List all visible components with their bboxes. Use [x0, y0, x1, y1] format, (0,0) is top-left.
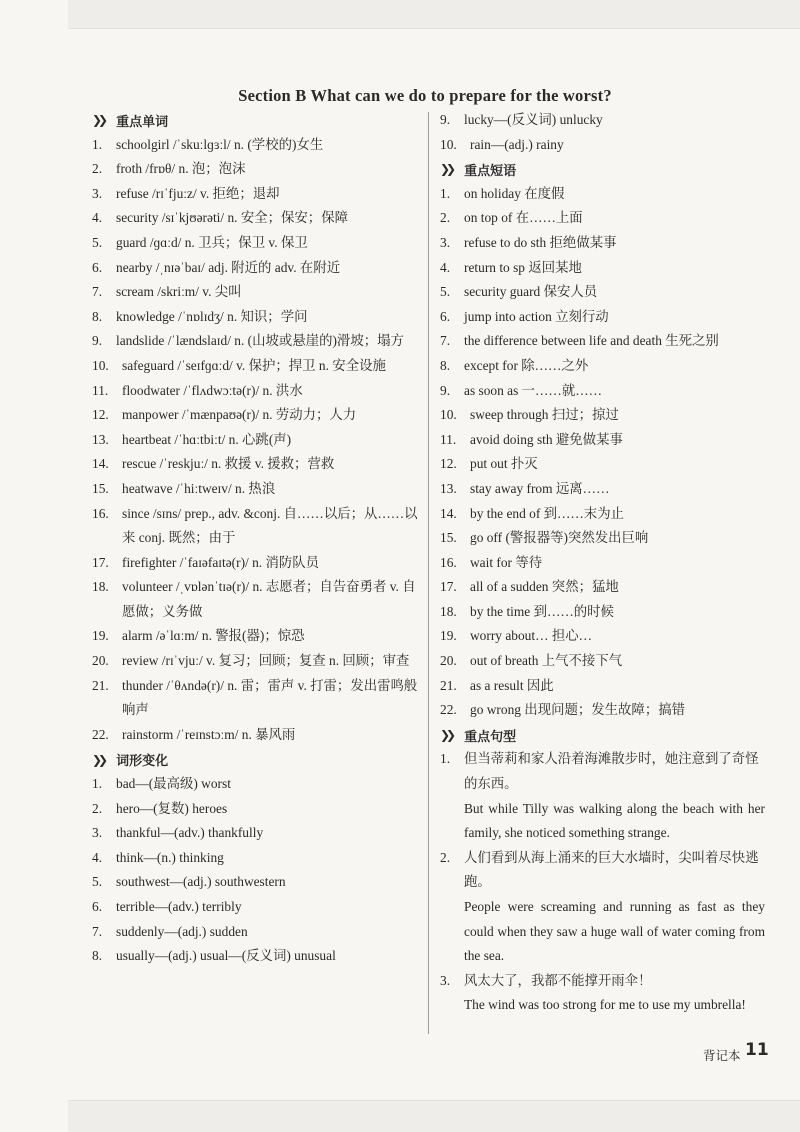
item-text: security guard 保安人员 [464, 284, 598, 300]
item-text: thankful—(adv.) thankfully [116, 825, 264, 841]
column-divider [428, 112, 429, 1034]
phrase-item [440, 280, 765, 305]
item-text: froth /frɒθ/ n. 泡；泡沫 [116, 161, 246, 177]
item-number: 12. [440, 456, 457, 472]
vocab-item [92, 551, 422, 576]
word-form-item [440, 108, 765, 133]
item-text: sweep through 扫过；掠过 [470, 407, 619, 423]
sentence-item [440, 747, 765, 845]
vocab-item [92, 379, 422, 404]
phrase-item [440, 526, 765, 551]
item-text: bad—(最高级) worst [116, 776, 231, 792]
item-number: 8. [440, 357, 451, 373]
vocab-heading [92, 108, 422, 133]
right-column [440, 108, 765, 1018]
forms-list [92, 772, 422, 969]
item-number: 19. [92, 628, 109, 644]
vocab-item [92, 428, 422, 453]
item-number: 4. [92, 849, 103, 865]
item-text: alarm /əˈlɑːm/ n. 警报(器)；惊恐 [122, 628, 305, 644]
item-text: except for 除……之外 [464, 357, 589, 373]
phrase-item [440, 698, 765, 723]
item-number: 11. [440, 431, 457, 447]
word-form-item [92, 944, 422, 969]
item-text: rainstorm /ˈreɪnstɔːm/ n. 暴风雨 [122, 726, 296, 742]
top-margin-strip [68, 0, 800, 29]
item-number: 1. [440, 751, 451, 767]
phrases-heading-text: 重点短语 [464, 163, 517, 179]
sentence-chinese: 风太大了，我都不能撑开雨伞！ [464, 972, 652, 988]
item-text: lucky—(反义词) unlucky [464, 112, 603, 127]
item-number: 22. [440, 702, 457, 718]
item-number: 10. [440, 407, 457, 423]
item-text: review /rɪˈvjuː/ v. 复习；回顾；复查 n. 回顾；审查 [122, 653, 410, 669]
item-number: 5. [92, 234, 103, 250]
item-text: as soon as 一……就…… [464, 382, 602, 398]
item-number: 13. [440, 480, 457, 496]
word-form-item [92, 846, 422, 871]
vocab-item [92, 256, 422, 281]
double-chevron-icon: ❯❯ [92, 113, 105, 128]
phrase-item [440, 674, 765, 699]
item-number: 12. [92, 407, 109, 423]
item-text: safeguard /ˈseɪfɡɑːd/ v. 保护；捍卫 n. 安全设施 [122, 357, 386, 373]
item-text: since /sɪns/ prep., adv. &conj. 自……以后；从……以来 conj. 既然；由于 [122, 505, 418, 546]
item-text: schoolgirl /ˈskuːlɡɜːl/ n. (学校的)女生 [116, 136, 324, 152]
item-number: 7. [440, 333, 451, 349]
item-text: heatwave /ˈhiːtweɪv/ n. 热浪 [122, 480, 276, 496]
item-text: usually—(adj.) usual—(反义词) unusual [116, 948, 336, 964]
item-text: scream /skriːm/ v. 尖叫 [116, 284, 242, 300]
word-form-item [92, 797, 422, 822]
phrase-item [440, 403, 765, 428]
item-text: firefighter /ˈfaɪəfaɪtə(r)/ n. 消防队员 [122, 554, 320, 570]
phrase-item [440, 354, 765, 379]
phrase-item [440, 329, 765, 354]
vocab-item [92, 403, 422, 428]
item-text: stay away from 远离…… [470, 480, 610, 496]
item-text: security /sɪˈkjʊərəti/ n. 安全；保安；保障 [116, 210, 348, 226]
item-text: thunder /ˈθʌndə(r)/ n. 雷；雷声 v. 打雷；发出雷鸣般响声 [122, 677, 418, 718]
sentence-chinese: 人们看到从海上涌来的巨大水墙时，尖叫着尽快逃跑。 [464, 849, 759, 890]
item-text: southwest—(adj.) southwestern [116, 874, 286, 890]
left-column [92, 108, 422, 969]
item-number: 2. [92, 161, 103, 177]
item-text: worry about… 担心… [470, 628, 592, 644]
item-text: hero—(复数) heroes [116, 800, 228, 816]
word-form-item [440, 133, 765, 158]
footer-label: 背记本 [703, 1048, 741, 1063]
item-text: guard /ɡɑːd/ n. 卫兵；保卫 v. 保卫 [116, 234, 308, 250]
item-number: 10. [440, 136, 457, 152]
sentence-english: The wind was too strong for me to use my umbrella! [464, 997, 746, 1013]
item-text: the difference between life and death 生死之别 [464, 333, 719, 349]
phrase-item [440, 649, 765, 674]
forms-heading-text: 词形变化 [116, 754, 169, 770]
vocab-item [92, 354, 422, 379]
item-text: volunteer /ˌvɒlənˈtɪə(r)/ n. 志愿者；自告奋勇者 v. 自愿做；义务做 [122, 579, 416, 619]
item-text: refuse to do sth 拒绝做某事 [464, 234, 617, 250]
item-number: 22. [92, 726, 109, 742]
item-text: nearby /ˌnɪəˈbaɪ/ adj. 附近的 adv. 在附近 [116, 259, 341, 275]
item-text: rain—(adj.) rainy [470, 136, 564, 152]
item-number: 14. [92, 456, 109, 472]
word-form-item [92, 772, 422, 797]
item-text: landslide /ˈlændslaɪd/ n. (山坡或悬崖的)滑坡；塌方 [116, 333, 404, 349]
sentence-chinese-row [440, 747, 765, 796]
item-number: 8. [92, 948, 103, 964]
item-text: all of a sudden 突然；猛地 [470, 579, 619, 595]
item-number: 20. [92, 653, 109, 669]
phrase-item [440, 502, 765, 527]
phrase-item [440, 575, 765, 600]
item-number: 1. [92, 136, 103, 152]
item-number: 21. [92, 677, 109, 693]
word-form-item [92, 821, 422, 846]
item-number: 5. [440, 284, 451, 300]
item-number: 11. [92, 382, 109, 398]
item-number: 4. [440, 259, 451, 275]
phrase-item [440, 305, 765, 330]
bottom-margin-strip [68, 1100, 800, 1132]
item-text: floodwater /ˈflʌdwɔːtə(r)/ n. 洪水 [122, 382, 303, 398]
vocab-item [92, 723, 422, 748]
vocab-item [92, 674, 422, 723]
item-text: go off (警报器等)突然发出巨响 [470, 530, 649, 546]
phrase-item [440, 477, 765, 502]
vocab-item [92, 452, 422, 477]
item-text: put out 扑灭 [470, 456, 538, 472]
item-text: as a result 因此 [470, 677, 554, 693]
sentence-chinese: 但当蒂莉和家人沿着海滩散步时，她注意到了奇怪的东西。 [464, 751, 759, 792]
item-text: refuse /rɪˈfjuːz/ v. 拒绝；退却 [116, 185, 280, 201]
item-text: knowledge /ˈnɒlɪdʒ/ n. 知识；学问 [116, 308, 308, 324]
vocab-item [92, 575, 422, 624]
item-number: 3. [92, 825, 103, 841]
item-number: 9. [92, 333, 103, 349]
phrase-item [440, 256, 765, 281]
phrase-item [440, 182, 765, 207]
vocab-item [92, 502, 422, 551]
item-number: 19. [440, 628, 457, 644]
item-number: 4. [92, 210, 103, 226]
item-number: 17. [92, 554, 109, 570]
item-number: 6. [92, 899, 103, 914]
vocab-item [92, 649, 422, 674]
item-number: 18. [92, 579, 109, 595]
item-number: 1. [92, 776, 103, 792]
item-text: heartbeat /ˈhɑːtbiːt/ n. 心跳(声) [122, 431, 292, 447]
item-text: suddenly—(adj.) sudden [116, 923, 248, 939]
phrase-item [440, 452, 765, 477]
sentence-english: People were screaming and running as fast as they could when they saw a huge wall of water coming from the sea. [464, 899, 765, 964]
item-number: 8. [92, 308, 103, 324]
item-number: 16. [92, 505, 109, 521]
phrases-heading [440, 157, 765, 182]
item-text: manpower /ˈmænpaʊə(r)/ n. 劳动力；人力 [122, 407, 357, 423]
phrase-item [440, 624, 765, 649]
double-chevron-icon: ❯❯ [440, 728, 453, 743]
word-form-item [92, 920, 422, 945]
sentence-chinese-row [440, 846, 765, 895]
double-chevron-icon: ❯❯ [92, 752, 105, 767]
item-number: 15. [92, 480, 109, 496]
item-text: wait for 等待 [470, 554, 543, 570]
item-text: return to sp 返回某地 [464, 259, 582, 275]
vocab-item [92, 133, 422, 158]
vocab-item [92, 477, 422, 502]
vocab-item [92, 206, 422, 231]
item-number: 16. [440, 554, 457, 570]
item-text: terrible—(adv.) terribly [116, 899, 242, 914]
vocab-item [92, 624, 422, 649]
item-number: 18. [440, 603, 457, 619]
item-number: 10. [92, 357, 109, 373]
sentence-item [440, 969, 765, 1018]
item-number: 2. [92, 800, 103, 816]
item-number: 3. [440, 234, 451, 250]
item-text: out of breath 上气不接下气 [470, 653, 623, 669]
item-number: 3. [440, 972, 451, 988]
item-number: 15. [440, 530, 457, 546]
word-form-item [92, 895, 422, 920]
phrase-item [440, 231, 765, 256]
phrase-item [440, 428, 765, 453]
phrase-item [440, 206, 765, 231]
item-text: rescue /ˈreskjuː/ n. 救援 v. 援救；营救 [122, 456, 335, 472]
sentences-heading-text: 重点句型 [464, 729, 517, 745]
vocab-item [92, 182, 422, 207]
item-text: by the time 到……的时候 [470, 603, 614, 619]
phrase-item [440, 551, 765, 576]
item-text: go wrong 出现问题；发生故障；搞错 [470, 702, 685, 718]
item-text: jump into action 立刻行动 [464, 308, 609, 324]
phrases-list [440, 182, 765, 723]
word-form-item [92, 870, 422, 895]
sentence-english: But while Tilly was walking along the beach with her family, she noticed something strange. [464, 800, 765, 841]
vocab-item [92, 305, 422, 330]
sentence-item [440, 846, 765, 969]
phrase-item [440, 379, 765, 404]
forms-cont-list [440, 108, 765, 157]
item-number: 21. [440, 677, 457, 693]
forms-heading [92, 747, 422, 772]
item-number: 2. [440, 210, 451, 226]
item-number: 9. [440, 112, 451, 127]
sentences-heading [440, 723, 765, 748]
vocab-heading-text: 重点单词 [116, 114, 169, 130]
sentence-chinese-row [440, 969, 765, 994]
item-text: by the end of 到……末为止 [470, 505, 624, 521]
item-number: 6. [440, 308, 451, 324]
vocab-item [92, 157, 422, 182]
item-number: 7. [92, 923, 103, 939]
item-text: think—(n.) thinking [116, 849, 224, 865]
item-number: 6. [92, 259, 103, 275]
item-number: 3. [92, 185, 103, 201]
item-number: 5. [92, 874, 103, 890]
vocab-item [92, 280, 422, 305]
item-number: 9. [440, 382, 451, 398]
item-number: 14. [440, 505, 457, 521]
page-number: 11 [745, 1040, 769, 1060]
vocab-item [92, 231, 422, 256]
item-text: avoid doing sth 避免做某事 [470, 431, 623, 447]
item-number: 20. [440, 653, 457, 669]
item-number: 17. [440, 579, 457, 595]
double-chevron-icon: ❯❯ [440, 162, 453, 177]
item-number: 1. [440, 185, 451, 201]
item-number: 13. [92, 431, 109, 447]
sentences-list [440, 747, 765, 1018]
item-number: 2. [440, 849, 451, 865]
phrase-item [440, 600, 765, 625]
vocab-list [92, 133, 422, 748]
item-text: on holiday 在度假 [464, 185, 565, 201]
section-title: Section B What can we do to prepare for the worst? [238, 86, 612, 105]
item-number: 7. [92, 284, 103, 300]
item-text: on top of 在……上面 [464, 210, 583, 226]
vocab-item [92, 329, 422, 354]
